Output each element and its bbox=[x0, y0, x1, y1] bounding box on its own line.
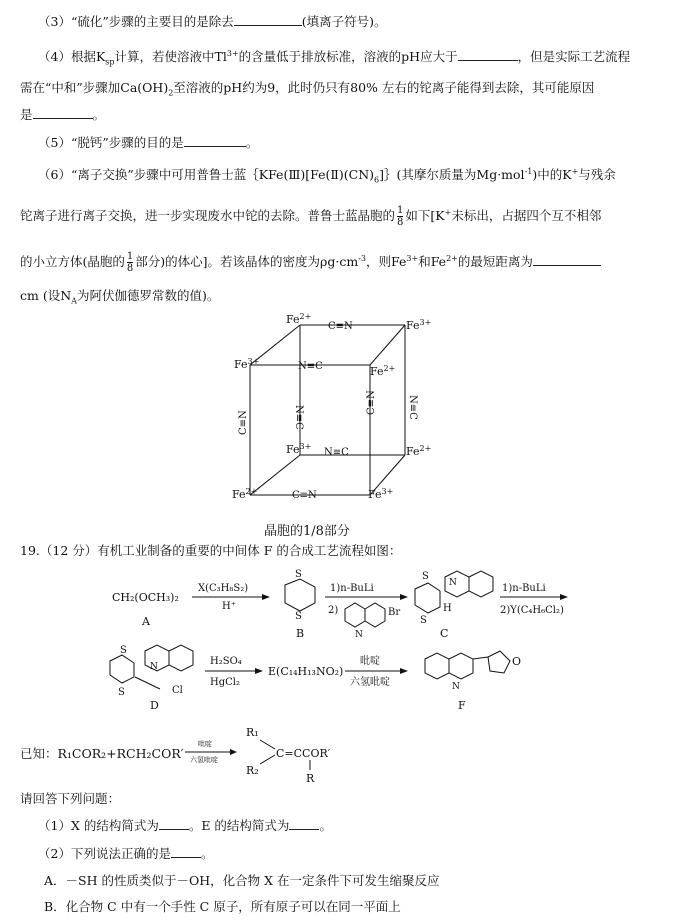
q18-part5: （5）“脱钙”步骤的目的是 。 bbox=[38, 135, 259, 150]
cn-bridge: C≡N bbox=[366, 390, 377, 415]
ion-fe2: $Fe^{2+}$ bbox=[232, 487, 258, 501]
known-arrow-reagent: 吡啶 bbox=[198, 740, 212, 748]
atom-s: S bbox=[120, 645, 127, 656]
arrow2-step: 2) bbox=[328, 605, 339, 616]
arrow5-catalyst: 六氢吡啶 bbox=[350, 677, 390, 688]
atom-s: S bbox=[118, 687, 125, 698]
group-r2: R₂ bbox=[246, 764, 259, 777]
compound-a: CH₂(OCH₃)₂ bbox=[112, 591, 179, 604]
atom-br: Br bbox=[388, 607, 401, 618]
label-d: D bbox=[150, 699, 159, 712]
arrow5-reagent: 吡啶 bbox=[360, 656, 380, 667]
group-r: R bbox=[306, 772, 315, 784]
answer-blank[interactable] bbox=[171, 845, 201, 858]
cn-bridge: C≡N bbox=[238, 410, 249, 435]
arrow4-reagent: H₂SO₄ bbox=[210, 656, 242, 667]
answer-blank[interactable] bbox=[184, 134, 246, 147]
atom-s: S bbox=[420, 615, 427, 626]
arrow1-catalyst: H⁺ bbox=[222, 601, 236, 612]
nc-bridge: N≡C bbox=[298, 361, 323, 372]
answer-blank[interactable] bbox=[533, 253, 601, 266]
q18-part6-line3: 的小立方体(晶胞的 $\frac{1}{8}$ 部分)的体心]。若该晶体的密度为$\rho g\cdot cm^{-3}$，则$Fe^{3+}$和$Fe^{2+}$的最短距离为 bbox=[20, 250, 601, 274]
atom-n: N bbox=[452, 682, 460, 692]
label-c: C bbox=[440, 627, 449, 640]
arrow3-step: 2)Y(C₄H₆Cl₂) bbox=[500, 605, 564, 616]
atom-h: H bbox=[443, 603, 452, 614]
q19-part1: （1）X 的结构简式为 。E 的结构简式为 。 bbox=[38, 818, 332, 833]
answer-blank[interactable] bbox=[234, 13, 302, 26]
answer-blank[interactable] bbox=[458, 48, 518, 61]
ion-fe3: $Fe^{3+}$ bbox=[234, 357, 260, 371]
atom-n: N bbox=[449, 578, 457, 588]
atom-n: N bbox=[355, 630, 363, 640]
cn-bridge: C≡N bbox=[328, 321, 353, 332]
q18-part6-line4: cm (设$N_A$为阿伏伽德罗常数的值)。 bbox=[20, 288, 220, 306]
atom-n: N bbox=[150, 662, 158, 672]
known-reaction-scheme bbox=[180, 722, 380, 784]
q18-part4-line1: （4）根据$K_{sp}$计算，若使溶液中$Tl^{3+}$的含量低于排放标准，溶液的pH应大于 ，但是实际工艺流程 bbox=[38, 49, 631, 67]
nc-bridge: N≡C bbox=[407, 395, 418, 420]
ion-fe2: $Fe^{2+}$ bbox=[286, 312, 312, 326]
q18-part4-line2: 需在“中和”步骤加$Ca(OH)_2$至溶液的pH约为9，此时仍只有80% 左右的铊离子能得到去除，其可能原因 bbox=[20, 80, 595, 98]
arrow2-reagent: 1)n-BuLi bbox=[330, 583, 374, 594]
ion-fe2: $Fe^{2+}$ bbox=[406, 444, 432, 458]
nc-bridge: N≡C bbox=[293, 405, 304, 430]
known-arrow-catalyst: 六氢吡啶 bbox=[190, 756, 218, 764]
ion-fe2: $Fe^{2+}$ bbox=[370, 364, 396, 378]
arrow3-reagent: 1)n-BuLi bbox=[502, 583, 546, 594]
answer-blank[interactable] bbox=[289, 817, 319, 830]
answer-blank[interactable] bbox=[33, 106, 93, 119]
label-f: F bbox=[458, 699, 466, 712]
q19-title: 19.（12 分）有机工业制备的重要的中间体 F 的合成工艺流程如图： bbox=[20, 543, 402, 558]
q19-part2: （2）下列说法正确的是 。 bbox=[38, 846, 214, 861]
arrow4-catalyst: HgCl₂ bbox=[210, 677, 240, 688]
ion-fe3: $Fe^{3+}$ bbox=[406, 318, 432, 332]
known-reaction: 已知：R₁COR₂+RCH₂COR′ bbox=[20, 746, 184, 761]
ask-line: 请回答下列问题： bbox=[20, 791, 121, 806]
product-core: C=CCOR′ bbox=[276, 747, 331, 760]
atom-s: S bbox=[295, 569, 302, 580]
q18-part6-line1: （6）“离子交换”步骤中可用普鲁士蓝$\{KFe(Ⅲ)[Fe(Ⅱ)(CN)_6]\}$(其摩尔质量为Mg·mol$^{-1}$)中的K+与残余 bbox=[38, 167, 616, 185]
atom-s: S bbox=[422, 571, 429, 582]
atom-o: O bbox=[512, 655, 522, 668]
prussian-blue-cell-diagram bbox=[220, 305, 460, 515]
label-a: A bbox=[142, 615, 150, 628]
nc-bridge: N≡C bbox=[324, 447, 349, 458]
cell-caption: 晶胞的1/8部分 bbox=[264, 524, 350, 539]
arrow1-reagent: X(C₃H₈S₂) bbox=[198, 583, 249, 594]
ion-fe3: $Fe^{3+}$ bbox=[286, 442, 312, 456]
q18-part3: （3）“硫化”步骤的主要目的是除去 (填离子符号)。 bbox=[38, 14, 387, 29]
cn-bridge: C≡N bbox=[292, 490, 317, 501]
compound-e: E(C₁₄H₁₃NO₂) bbox=[268, 665, 344, 678]
option-a[interactable]: A．－SH 的性质类似于－OH，化合物 X 在一定条件下可发生缩聚反应 bbox=[44, 873, 440, 888]
q18-part4-line3: 是 。 bbox=[20, 107, 106, 122]
option-b[interactable]: B．化合物 C 中有一个手性 C 原子，所有原子可以在同一平面上 bbox=[44, 899, 401, 914]
group-r1: R₁ bbox=[246, 726, 259, 739]
atom-s: S bbox=[295, 611, 302, 622]
q18-part6-line2: 铊离子进行离子交换，进一步实现废水中铊的去除。普鲁士蓝晶胞的 $\frac{1}{8}$ 如下[K+未标出，占据四个互不相邻 bbox=[20, 205, 602, 229]
atom-cl: Cl bbox=[172, 685, 183, 696]
ion-fe3: $Fe^{3+}$ bbox=[368, 487, 394, 501]
synthesis-scheme bbox=[0, 565, 692, 725]
answer-blank[interactable] bbox=[159, 817, 189, 830]
label-b: B bbox=[296, 627, 305, 640]
